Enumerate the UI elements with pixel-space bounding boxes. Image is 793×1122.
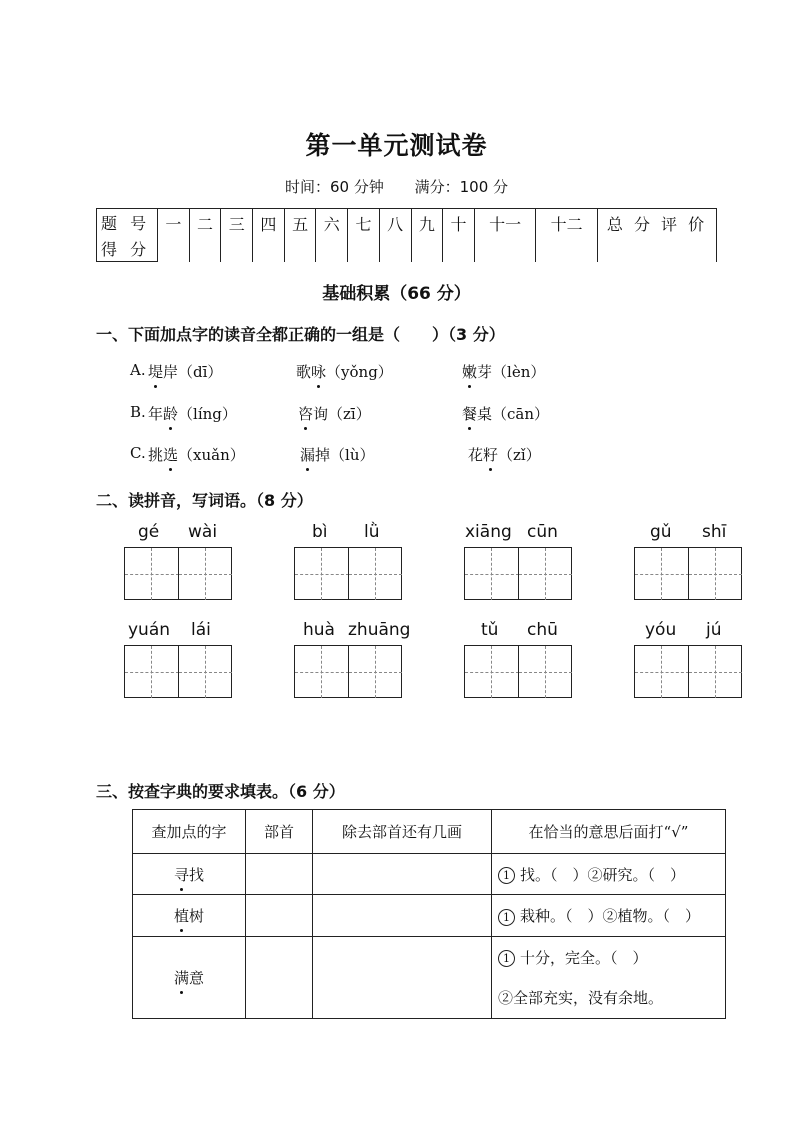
q1-option-c-1: 挑选（xuǎn） (148, 446, 245, 464)
circled-number: 1 (498, 867, 515, 884)
col-7: 七 (348, 209, 380, 262)
col-5: 五 (284, 209, 316, 262)
row-label-score: 得 分 (97, 235, 158, 262)
q1-option-c-label: C. (130, 444, 146, 462)
pinyin: huà (303, 620, 335, 640)
pinyin: gǔ (650, 522, 672, 542)
dictionary-table (132, 809, 726, 1019)
pinyin: tǔ (481, 620, 499, 640)
writing-grid[interactable] (294, 645, 402, 698)
q1-option-b-1: 年龄（líng） (148, 405, 237, 423)
strokes-answer[interactable] (313, 854, 492, 895)
pinyin: yuán (128, 620, 171, 640)
writing-grid[interactable] (124, 645, 232, 698)
page-title: 第一单元测试卷 (305, 131, 488, 160)
col-3: 三 (221, 209, 253, 262)
pinyin: wài (188, 522, 218, 542)
pinyin: zhuāng (348, 620, 411, 640)
writing-grid[interactable] (634, 645, 742, 698)
writing-grid[interactable] (294, 547, 402, 600)
row-label-question: 题 号 (97, 209, 158, 236)
q1-option-a-2: 歌咏（yǒng） (296, 363, 393, 381)
pinyin: lǜ (364, 522, 380, 542)
q1-option-b-2: 咨询（zī） (298, 405, 371, 423)
col-total-review (598, 209, 717, 262)
writing-grid[interactable] (464, 547, 572, 600)
exam-time: 时间：60 分钟 (284, 178, 384, 196)
header-char: 查加点的字 (133, 810, 246, 854)
pinyin: yóu (645, 620, 677, 640)
pinyin: bì (312, 522, 328, 542)
col-2: 二 (189, 209, 221, 262)
radical-answer[interactable] (246, 854, 313, 895)
circled-number: 1 (498, 950, 515, 967)
q1-option-c-2: 漏掉（lù） (300, 446, 375, 464)
radical-answer[interactable] (246, 895, 313, 937)
q1-option-b-3: 餐桌（cān） (462, 405, 550, 423)
section-title: 基础积累（66 分） (322, 284, 471, 304)
col-1: 一 (158, 209, 190, 262)
strokes-answer[interactable] (313, 937, 492, 1019)
q1-option-a-3: 嫩芽（lèn） (462, 363, 546, 381)
meaning-cell[interactable]: 1 十分，完全。（ ） ②全部充实，没有余地。 (492, 937, 726, 1019)
meaning-cell[interactable]: 1 找。（ ）②研究。（ ） (492, 854, 726, 895)
pinyin: cūn (527, 522, 558, 542)
writing-grid[interactable] (464, 645, 572, 698)
char-cell: 植树 (133, 895, 246, 937)
q1-option-b-label: B. (130, 403, 146, 421)
q1-option-a-1: 堤岸（dī） (148, 363, 223, 381)
meaning-2: ②全部充实，没有余地。 (498, 988, 664, 1007)
col-total: 总 分 (606, 215, 653, 234)
pinyin: xiāng (465, 522, 512, 542)
pinyin: lái (191, 620, 211, 640)
q1-option-a-label: A. (130, 361, 146, 379)
header-strokes: 除去部首还有几画 (313, 810, 492, 854)
col-9: 九 (411, 209, 443, 262)
char-cell: 寻找 (133, 854, 246, 895)
col-12: 十二 (536, 209, 598, 262)
q1-option-c-3: 花籽（zǐ） (468, 446, 541, 464)
meaning-cell[interactable]: 1 栽种。（ ）②植物。（ ） (492, 895, 726, 937)
pinyin: jú (706, 620, 722, 640)
question-2-stem: 二、读拼音，写词语。（8 分） (96, 491, 313, 510)
question-1-stem: 一、下面加点字的读音全都正确的一组是（ ）（3 分） (96, 325, 505, 344)
circled-number: 1 (498, 909, 515, 926)
score-table (96, 208, 717, 262)
exam-full-score: 满分：100 分 (414, 178, 509, 196)
pinyin: chū (527, 620, 558, 640)
char-cell: 满意 (133, 937, 246, 1019)
col-review: 评 价 (661, 215, 708, 234)
col-11: 十一 (474, 209, 536, 262)
exam-meta (0, 176, 793, 197)
col-10: 十 (443, 209, 475, 262)
radical-answer[interactable] (246, 937, 313, 1019)
strokes-answer[interactable] (313, 895, 492, 937)
pinyin: shī (702, 522, 727, 542)
col-8: 八 (379, 209, 411, 262)
col-6: 六 (316, 209, 348, 262)
col-4: 四 (253, 209, 285, 262)
question-3-stem: 三、按查字典的要求填表。（6 分） (96, 782, 345, 801)
header-meaning: 在恰当的意思后面打“√” (492, 810, 726, 854)
writing-grid[interactable] (634, 547, 742, 600)
header-radical: 部首 (246, 810, 313, 854)
writing-grid[interactable] (124, 547, 232, 600)
pinyin: gé (138, 522, 160, 542)
